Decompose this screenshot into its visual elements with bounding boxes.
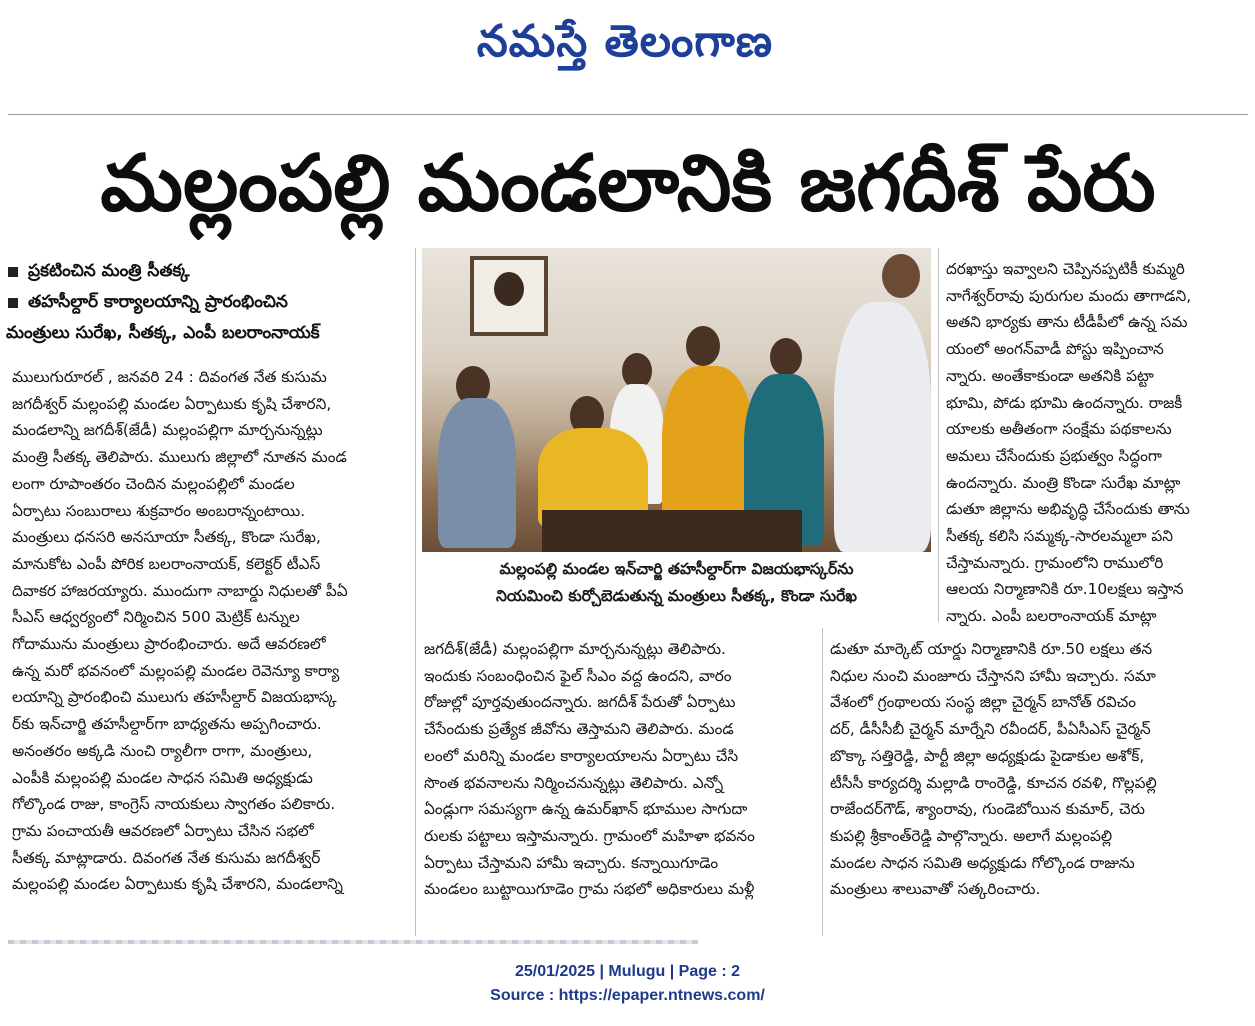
column-divider [415, 248, 416, 936]
article-line: యాలకు అతీతంగా సంక్షేమ పథకాలను [946, 420, 1172, 439]
article-line: ఉందన్నారు. మంత్రి కొండా సురేఖ మాట్లా [946, 473, 1181, 492]
page-bottom-divider [8, 940, 698, 944]
article-line: అనంతరం అక్కడి నుంచి ర్యాలీగా రాగా, మంత్రులు, [12, 741, 313, 760]
masthead-divider [8, 114, 1248, 115]
article-line: అమలు చేసేందుకు ప్రభుత్వం సిద్ధంగా [946, 446, 1162, 465]
article-line: న్నారు. అంతేకాకుండా అతనికి పట్టా [946, 366, 1154, 385]
article-line: డుతూ జిల్లాను అభివృద్ధి చేసేందుకు తాను [946, 500, 1190, 519]
bullet-square-icon [8, 267, 18, 277]
article-line: మానుకోట ఎంపీ పోరిక బలరాంనాయక్, కలెక్టర్ టీఎస్ [12, 554, 321, 573]
article-line: వేశంలో గ్రంథాలయ సంస్థ జిల్లా చైర్మన్ బానోత్ రవిచం [830, 693, 1136, 712]
article-line: మల్లంపల్లి మండల ఏర్పాటుకు కృషి చేశారని, మండలాన్ని [12, 875, 343, 894]
article-line: మండల సాధన సమితి అధ్యక్షుడు గోల్కొండ రాజును [830, 853, 1135, 872]
article-line: సీతక్క కలిసి సమ్మక్క-సారలమ్మలా పని [946, 527, 1174, 546]
article-line: అతని భార్యకు తాను టీడీపీలో ఉన్న సమ [946, 313, 1188, 332]
article-line: జగదీశ్(జేడీ) మల్లంపల్లిగా మార్చనున్నట్లు తెలిపారు. [424, 640, 726, 658]
article-line: చేసేందుకు ప్రత్యేక జీవోను తెస్తామని తెలిపారు. మండ [424, 720, 734, 739]
article-line: లంగా రూపాంతరం చెందిన మల్లంపల్లిలో మండల [12, 474, 295, 493]
footer-source: Source : https://epaper.ntnews.com/ [490, 987, 765, 1004]
caption-line-2: నియమించి కుర్చోబెడుతున్న మంత్రులు సీతక్క, కొండా సురేఖ [495, 587, 858, 605]
article-line: లంలో మరిన్ని మండల కార్యాలయాలను ఏర్పాటు చేసి [424, 746, 739, 765]
article-column-3-bottom [830, 636, 1246, 903]
article-line: కుపల్లి శ్రీకాంత్‌రెడ్డి పాల్గొన్నారు. అలాగే మల్లంపల్లి [830, 826, 1113, 845]
article-line: టీసీసీ కార్యదర్శి మల్లాడి రాంరెడ్డి, కూచన రవళి, గొల్లపల్లి [830, 773, 1157, 792]
article-line: మంత్రులు శాలువాతో సత్కరించారు. [830, 880, 1041, 899]
article-line: సీఎస్ ఆధ్వర్యంలో నిర్మించిన 500 మెట్రిక్ టన్నుల [12, 608, 300, 627]
sub-headline-text: ప్రకటించిన మంత్రి సీతక్క [28, 261, 190, 281]
headline: మల్లంపల్లి మండలానికి జగదీశ్ పేరు [100, 139, 1156, 229]
article-line: ఉన్న మరో భవనంలో మల్లంపల్లి మండల రెవెన్యూ కార్యా [12, 661, 340, 680]
sub-headline-text: తహసీల్దార్ కార్యాలయాన్ని ప్రారంభించిన [28, 292, 288, 312]
article-line: ర్‌కు ఇన్‌చార్జి తహసీల్దార్‌గా బాధ్యతను అప్పగించారు. [12, 715, 322, 734]
article-line: సీతక్క మాట్లాడారు. దివంగత నేత కుసుమ జగదీశ్వర్ [12, 848, 321, 867]
article-line: ఎంపీకి మల్లంపల్లి మండల సాధన సమితి అధ్యక్షుడు [12, 768, 313, 787]
article-line: బొక్కా సత్తిరెడ్డి, పార్టీ జిల్లా అధ్యక్షుడు పైడాకుల అశోక్, [830, 746, 1145, 765]
article-line: ఆలయ నిర్మాణానికి రూ.10లక్షలు ఇస్తాన [946, 580, 1184, 599]
photo-caption [422, 556, 931, 612]
article-column-3-top [946, 256, 1246, 630]
column-divider [822, 628, 823, 936]
article-line: డుతూ మార్కెట్ యార్డు నిర్మాణానికి రూ.50 లక్షలు తన [830, 640, 1153, 658]
article-line: నాగేశ్వర్‌రావు పురుగుల మందు తాగాడని, [946, 286, 1192, 305]
article-line: చేస్తామన్నారు. గ్రామంలోని రాములోరి [946, 553, 1164, 572]
sub-headlines [6, 256, 416, 349]
office-desk [542, 510, 802, 552]
article-line: దివాకర హాజరయ్యారు. ముందుగా నాబార్డు నిధులతో పీఏ [12, 581, 348, 600]
article-column-2 [424, 636, 816, 903]
sub-headline-1 [6, 256, 416, 287]
article-line: లయాన్ని ప్రారంభించి ములుగు తహసీల్దార్ విజయభాస్క [12, 688, 337, 707]
caption-line-1: మల్లంపల్లి మండల ఇన్‌చార్జి తహసీల్దార్‌గా విజయభాస్కర్‌ను [499, 560, 854, 578]
sub-headline-2-continued: మంత్రులు సురేఖ, సీతక్క, ఎంపీ బలరాంనాయక్ [6, 323, 320, 343]
article-line: ఇందుకు సంబంధించిన ఫైల్ సీఎం వద్ద ఉందని, వారం [424, 666, 732, 685]
newspaper-logo: నమస్తే తెలంగాణ [476, 16, 774, 67]
article-column-1 [12, 364, 408, 898]
article-line: ఏర్పాటు చేస్తామని హామీ ఇచ్చారు. కన్నాయిగూడెం [424, 853, 719, 872]
masthead [0, 0, 1255, 112]
bullet-square-icon [8, 298, 18, 308]
column-divider [938, 248, 939, 622]
article-line: సొంత భవనాలను నిర్మించనున్నట్లు తెలిపారు. ఎన్నో [424, 773, 724, 792]
article-line: ఏండ్లుగా సమస్యగా ఉన్న ఉమర్‌ఖాన్ భూముల సాగుదా [424, 800, 748, 819]
article-line: ములుగురూరల్ , జనవరి 24 : దివంగత నేత కుసుమ [12, 368, 327, 386]
article-line: మంత్రి సీతక్క తెలిపారు. ములుగు జిల్లాలో నూతన మండ [12, 448, 347, 467]
article-line: జగదీశ్వర్ మల్లంపల్లి మండల ఏర్పాటుకు కృషి చేశారని, [12, 394, 332, 413]
article-line: దర్, డీసీసీబీ చైర్మన్ మార్నేని రవీందర్, పీఏసీఎస్ చైర్మన్ [830, 720, 1151, 739]
news-photo [422, 248, 931, 552]
article-line: న్నారు. ఎంపీ బలరాంనాయక్ మాట్లా [946, 607, 1157, 626]
article-line: ఏర్పాటు సంబురాలు శుక్రవారం అంబరాన్నంటాయి. [12, 501, 306, 520]
article-line: రోజుల్లో పూర్తవుతుందన్నారు. జగదీశ్ పేరుతో ఏర్పాటు [424, 693, 736, 712]
article-line: మండలాన్ని జగదీశ్(జేడీ) మల్లంపల్లిగా మార్చనున్నట్లు [12, 421, 323, 440]
article-line: రాజేందర్‌గౌడ్, శ్యాంరావు, గుండెబోయిన కుమార్, చెరు [830, 800, 1145, 819]
article-line: మంత్రులు ధనసరి అనసూయా సీతక్క, కొండా సురేఖ, [12, 528, 321, 547]
article-line: భూమి, పోడు భూమి ఉందన్నారు. రాజకీ [946, 393, 1183, 412]
article-line: దరఖాస్తు ఇవ్వాలని చెప్పినప్పటికీ కుమ్మరి [946, 260, 1185, 278]
article-line: గోల్కొండ రాజు, కాంగ్రెస్ నాయకులు స్వాగతం పలికారు. [12, 795, 336, 814]
article-line: యంలో అంగన్‌వాడీ పోస్టు ఇప్పించాన [946, 340, 1164, 359]
sub-headline-2 [6, 287, 416, 318]
article-line: గ్రామ పంచాయతీ ఆవరణలో ఏర్పాటు చేసిన సభలో [12, 821, 314, 840]
article-line: గోదామును మంత్రులు ప్రారంభించారు. అదే ఆవరణలో [12, 635, 326, 654]
article-line: మండలం బుట్టాయిగూడెం గ్రామ సభలో అధికారులు మళ్లీ [424, 880, 755, 899]
footer-date-page: 25/01/2025 | Mulugu | Page : 2 [514, 963, 741, 980]
footer [0, 960, 1255, 1008]
article-line: నిధుల నుంచి మంజూరు చేస్తానని హామీ ఇచ్చారు. సమా [830, 666, 1156, 685]
article-line: రులకు పట్టాలు ఇస్తామన్నారు. గ్రామంలో మహిళా భవనం [424, 826, 755, 845]
portrait-frame [470, 256, 548, 336]
